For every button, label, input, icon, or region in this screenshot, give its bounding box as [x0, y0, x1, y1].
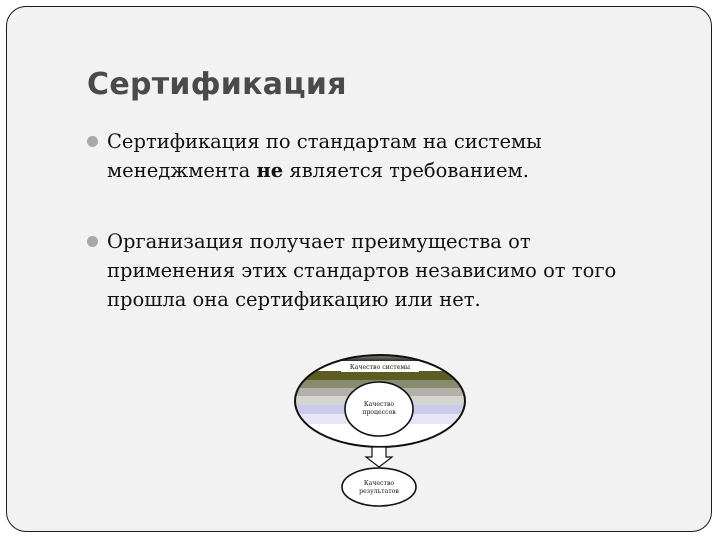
bullet-dot-icon [87, 236, 98, 247]
quality-diagram [292, 349, 472, 514]
bullet-1-text-start: Сертификация по стандартам на системы менеджмента [107, 130, 542, 182]
result-ellipse [342, 468, 416, 506]
down-arrow-icon [366, 447, 392, 467]
bullet-1-text-end: является требованием. [283, 159, 529, 182]
bullet-list [87, 127, 657, 314]
result-label-line-1: Качество [363, 480, 395, 487]
middle-label-line-2: процессов [362, 409, 396, 416]
result-label-line-2: результатов [359, 488, 399, 495]
bullet-item-2 [87, 227, 657, 314]
bullet-2-text: Организация получает преимущества от применения этих стандартов независимо от того прошла она сертификацию или нет. [107, 230, 617, 311]
middle-label-line-1: Качество [363, 401, 395, 408]
slide-frame [6, 6, 712, 532]
bullet-item-1 [87, 127, 657, 185]
bullet-dot-icon [87, 136, 98, 147]
slide-title: Сертификация [87, 67, 347, 102]
bullet-1-emphasis: не [256, 159, 284, 182]
outer-label: Качество системы [349, 364, 411, 371]
